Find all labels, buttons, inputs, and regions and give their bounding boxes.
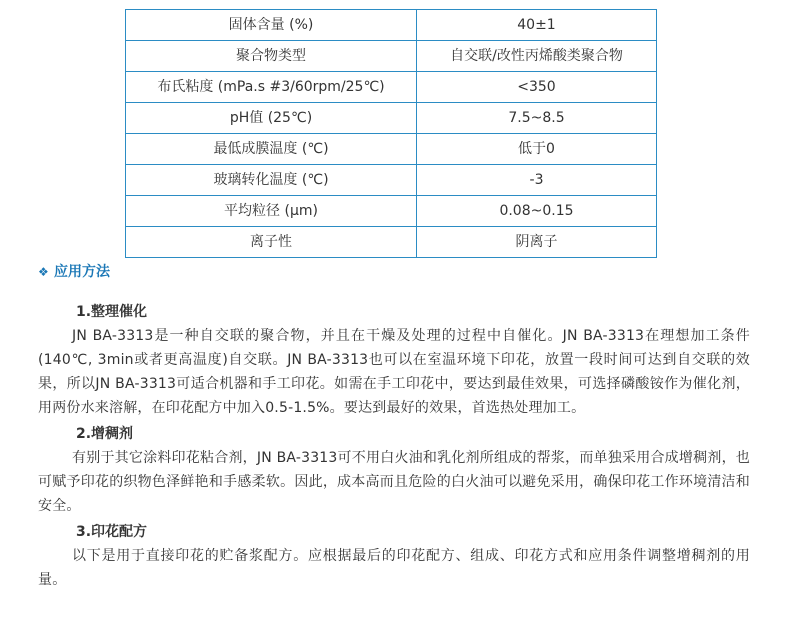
spec-label: 最低成膜温度 (℃) [126, 134, 417, 165]
usage-title-text: 应用方法 [54, 264, 110, 280]
spec-value: -3 [417, 165, 657, 196]
table-row [126, 227, 657, 258]
table-row [126, 10, 657, 41]
spec-label: 固体含量 (%) [126, 10, 417, 41]
table-row [126, 103, 657, 134]
table-row [126, 41, 657, 72]
spec-label: 布氏粘度 (mPa.s #3/60rpm/25℃) [126, 72, 417, 103]
spec-value: 阴离子 [417, 227, 657, 258]
subsection-heading: 3.印花配方 [76, 524, 148, 540]
table-row [126, 134, 657, 165]
spec-value: 7.5~8.5 [417, 103, 657, 134]
spec-label: pH值 (25℃) [126, 103, 417, 134]
spec-table [125, 9, 657, 258]
table-row [126, 72, 657, 103]
spec-value: 40±1 [417, 10, 657, 41]
subsection-body: 有别于其它涂料印花粘合剂，JN BA-3313可不用白火油和乳化剂所组成的帮浆，而单独采用合成增稠剂，也可赋予印花的织物色泽鲜艳和手感柔软。因此，成本高而且危险的白火油可以避免采用，确保印花工作环境清洁和安全。 [38, 450, 750, 514]
spec-label: 玻璃转化温度 (℃) [126, 165, 417, 196]
diamond-bullet-icon: ❖ [38, 265, 49, 279]
spec-label: 离子性 [126, 227, 417, 258]
subsection-body: JN BA-3313是一种自交联的聚合物，并且在干燥及处理的过程中自催化。JN BA-3313在理想加工条件(140℃, 3min或者更高温度)自交联。JN BA-3313也可以在室温环境下印花，放置一段时间可达到自交联的效果，所以JN BA-3313可适合机器和手工印花。如需在手工印花中，要达到最佳效果，可选择磷酸铵作为催化剂，用两份水来溶解，在印花配方中加入0.5-1.5%。要达到最好的效果，首选热处理加工。 [38, 328, 750, 416]
subsection-heading: 2.增稠剂 [76, 426, 134, 442]
table-row [126, 196, 657, 227]
spec-value: 低于0 [417, 134, 657, 165]
spec-value: 自交联/改性丙烯酸类聚合物 [417, 41, 657, 72]
usage-section-title [38, 263, 110, 281]
subsection-body: 以下是用于直接印花的贮备浆配方。应根据最后的印花配方、组成、印花方式和应用条件调整增稠剂的用量。 [38, 548, 750, 588]
spec-label: 平均粒径 (μm) [126, 196, 417, 227]
spec-value: <350 [417, 72, 657, 103]
spec-label: 聚合物类型 [126, 41, 417, 72]
spec-value: 0.08~0.15 [417, 196, 657, 227]
subsection-heading: 1.整理催化 [76, 304, 148, 320]
usage-content [38, 300, 750, 594]
table-row [126, 165, 657, 196]
